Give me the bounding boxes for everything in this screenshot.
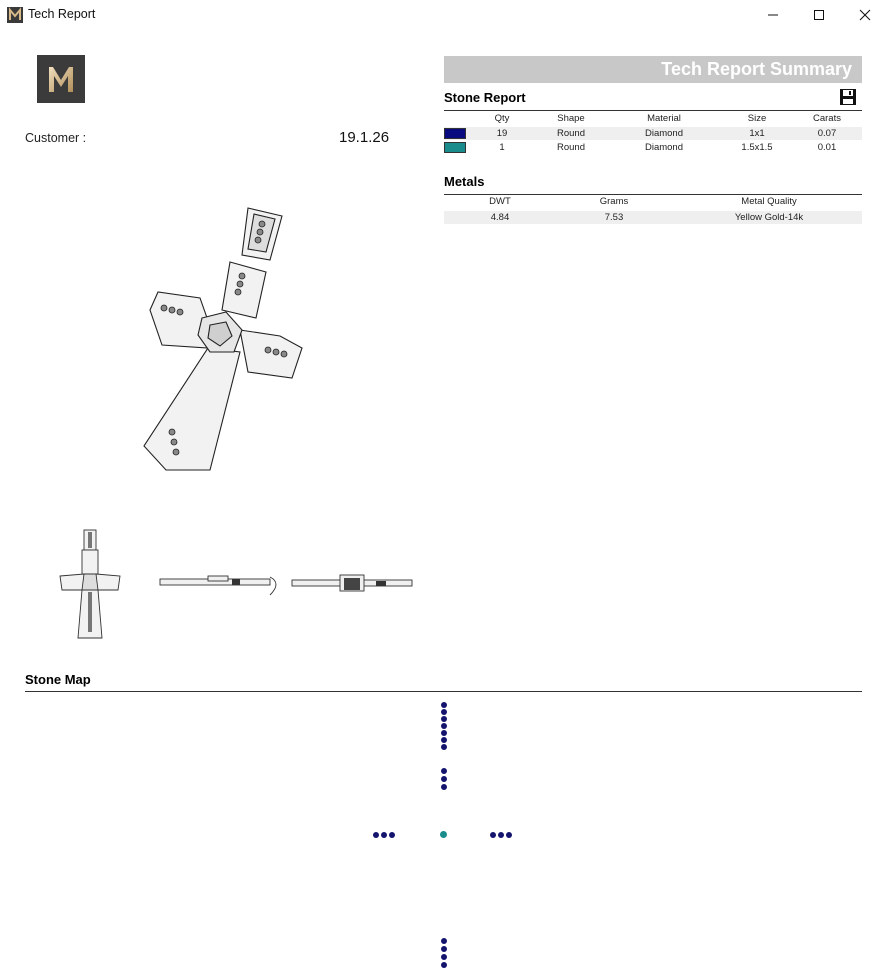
stone-dot [441,784,447,790]
save-icon[interactable] [839,88,857,111]
col-carats: Carats [813,113,841,124]
stone-report-rule [444,110,862,111]
table-row [444,127,862,140]
table-row [444,211,862,224]
stone-map-title: Stone Map [25,672,91,687]
window-title: Tech Report [28,7,96,21]
stone-dot [441,702,447,708]
col-grams: Grams [599,196,629,207]
metals-rule [444,194,862,195]
stone-dot [441,776,447,782]
pendant-front-view [58,528,122,645]
row-material: Diamond [644,142,684,153]
row-size: 1.5x1.5 [741,142,773,153]
row-carats: 0.01 [817,142,837,153]
row-material: Diamond [644,128,684,139]
stone-report-title: Stone Report [444,90,526,105]
row-qty: 1 [499,142,505,153]
stone-dot [441,946,447,952]
customer-label: Customer : [25,131,87,145]
stone-dot [506,832,512,838]
col-metal-quality: Metal Quality [741,196,797,207]
stone-report-table [444,113,862,157]
pendant-top-view [290,572,414,601]
summary-header-bar [444,56,862,83]
stone-dot [441,730,447,736]
title-bar [0,0,888,30]
col-shape: Shape [557,113,585,124]
company-logo [37,55,85,103]
stone-dot [373,832,379,838]
row-shape: Round [557,128,585,139]
row-shape: Round [557,142,585,153]
metals-table [444,196,862,226]
stone-dot [389,832,395,838]
col-dwt: DWT [489,196,511,207]
minimize-button[interactable] [750,0,796,30]
stone-dot [441,737,447,743]
stone-dot [490,832,496,838]
summary-title: Tech Report Summary [661,59,852,79]
stone-dot [441,716,447,722]
col-material: Material [647,113,681,124]
stone-dot [441,744,447,750]
stone-dot [441,768,447,774]
stone-dot [381,832,387,838]
maximize-button[interactable] [796,0,842,30]
stone-dot [441,723,447,729]
row-size: 1x1 [749,128,765,139]
stone-dot [441,954,447,960]
stone-dot [441,938,447,944]
col-qty: Qty [494,113,510,124]
close-button[interactable] [842,0,888,30]
center-stone-dot [440,831,447,838]
metals-title: Metals [444,174,485,189]
app-logo-icon [7,7,23,23]
stone-dot [498,832,504,838]
row-dwt: 4.84 [490,212,510,223]
stone-color-swatch [444,142,466,153]
row-carats: 0.07 [817,128,837,139]
stone-map [0,692,888,978]
table-row [444,141,862,154]
report-date: 19.1.26 [339,129,390,146]
row-qty: 19 [496,128,508,139]
row-grams: 7.53 [604,212,624,223]
stone-dot [441,709,447,715]
row-metal-quality: Yellow Gold-14k [734,212,804,223]
col-size: Size [747,113,767,124]
pendant-side-view [158,573,284,602]
pendant-main-render [130,200,310,490]
stone-dot [441,962,447,968]
stone-color-swatch [444,128,466,139]
